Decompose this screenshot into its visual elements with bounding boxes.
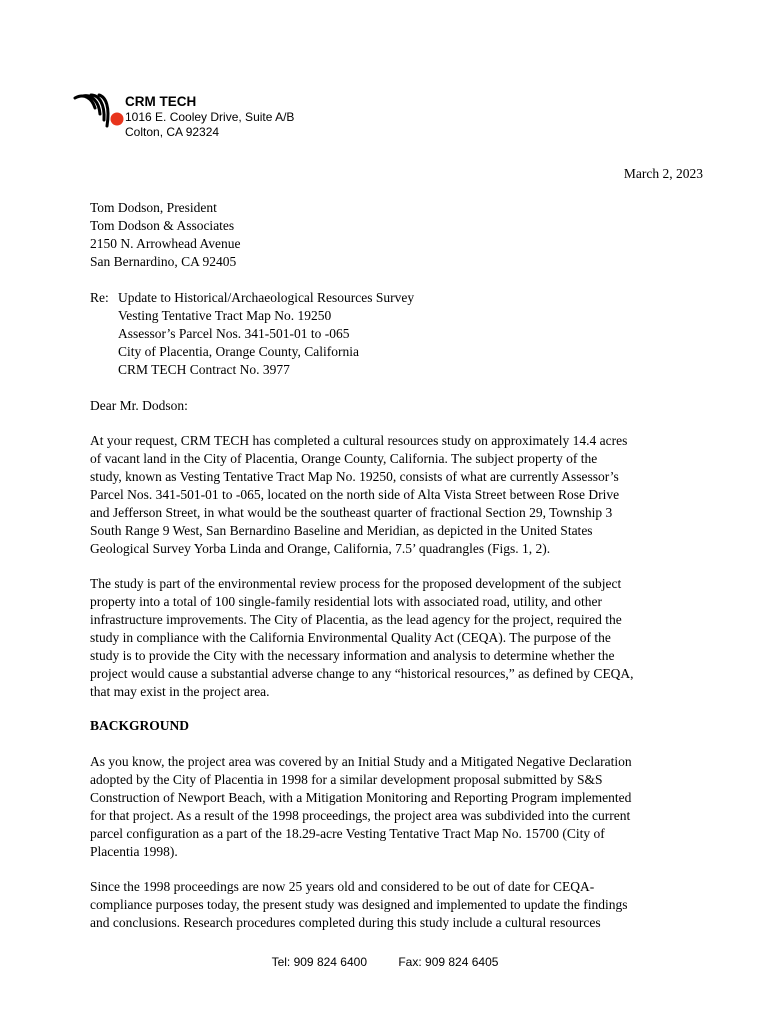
section-heading-background: BACKGROUND — [90, 718, 190, 733]
paragraph-line: South Range 9 West, San Bernardino Baseline and Meridian, as depicted in the United States — [90, 523, 593, 538]
paragraph-line: infrastructure improvements. The City of Placentia, as the lead agency for the project, required the — [90, 612, 622, 627]
paragraph-background — [90, 753, 710, 861]
paragraph-line: adopted by the City of Placentia in 1998 for a similar development proposal submitted by S&S — [90, 772, 603, 787]
paragraph-line: Placentia 1998). — [90, 844, 178, 859]
re-label: Re: — [90, 290, 109, 305]
company-address-line1: 1016 E. Cooley Drive, Suite A/B — [125, 109, 295, 124]
recipient-line: Tom Dodson, President — [90, 200, 217, 215]
paragraph-line: study in compliance with the California Environmental Quality Act (CEQA). The purpose of the — [90, 630, 611, 645]
crm-tech-logo-icon — [72, 92, 126, 136]
re-line: Vesting Tentative Tract Map No. 19250 — [118, 308, 332, 323]
company-address-line2: Colton, CA 92324 — [125, 125, 220, 139]
subject-block — [90, 289, 710, 379]
paragraph-line: project would cause a substantial adverse change to any “historical resources,” as defined by CEQA, — [90, 666, 634, 681]
re-line: CRM TECH Contract No. 3977 — [118, 362, 290, 377]
recipient-address — [90, 199, 710, 271]
re-line: Update to Historical/Archaeological Resources Survey — [118, 290, 415, 305]
recipient-line: San Bernardino, CA 92405 — [90, 254, 237, 269]
paragraph-purpose — [90, 575, 710, 701]
footer-telephone: Tel: 909 824 6400 — [271, 955, 367, 969]
re-line: Assessor’s Parcel Nos. 341-501-01 to -065 — [118, 326, 350, 341]
paragraph-line: Since the 1998 proceedings are now 25 years old and considered to be out of date for CEQA- — [90, 879, 595, 894]
paragraph-line: for that project. As a result of the 1998 proceedings, the project area was subdivided into the current — [90, 808, 631, 823]
paragraph-line: Parcel Nos. 341-501-01 to -065, located on the north side of Alta Vista Street between Rose Drive — [90, 487, 620, 502]
paragraph-line: that may exist in the project area. — [90, 684, 270, 699]
letter-date: March 2, 2023 — [623, 166, 703, 181]
paragraph-line: property into a total of 100 single-family residential lots with associated road, utility, and other — [90, 594, 603, 609]
footer-contact — [0, 955, 770, 969]
company-block — [125, 94, 294, 141]
recipient-line: Tom Dodson & Associates — [90, 218, 235, 233]
footer-fax: Fax: 909 824 6405 — [398, 955, 499, 969]
paragraph-line: study, known as Vesting Tentative Tract Map No. 19250, consists of what are currently Assessor’s — [90, 469, 619, 484]
paragraph-update — [90, 878, 710, 932]
recipient-line: 2150 N. Arrowhead Avenue — [90, 236, 241, 251]
paragraph-line: of vacant land in the City of Placentia, Orange County, California. The subject property of the — [90, 451, 598, 466]
paragraph-line: study is to provide the City with the necessary information and analysis to determine whether the — [90, 648, 615, 663]
paragraph-line: parcel configuration as a part of the 18.29-acre Vesting Tentative Tract Map No. 15700 (City of — [90, 826, 605, 841]
paragraph-line: and Jefferson Street, in what would be the southeast quarter of fractional Section 29, Township 3 — [90, 505, 613, 520]
company-name: CRM TECH — [125, 94, 197, 109]
paragraph-line: Geological Survey Yorba Linda and Orange, California, 7.5’ quadrangles (Figs. 1, 2). — [90, 541, 551, 556]
letterhead — [72, 92, 372, 152]
re-line: City of Placentia, Orange County, California — [118, 344, 359, 359]
paragraph-line: and conclusions. Research procedures completed during this study include a cultural resources — [90, 915, 601, 930]
paragraph-line: The study is part of the environmental review process for the proposed development of the subject — [90, 576, 622, 591]
paragraph-line: As you know, the project area was covered by an Initial Study and a Mitigated Negative Declaration — [90, 754, 632, 769]
paragraph-line: Construction of Newport Beach, with a Mitigation Monitoring and Reporting Program implemented — [90, 790, 632, 805]
paragraph-line: compliance purposes today, the present study was designed and implemented to update the findings — [90, 897, 628, 912]
salutation: Dear Mr. Dodson: — [90, 398, 188, 413]
paragraph-intro — [90, 432, 710, 558]
paragraph-line: At your request, CRM TECH has completed a cultural resources study on approximately 14.4 acres — [90, 433, 628, 448]
